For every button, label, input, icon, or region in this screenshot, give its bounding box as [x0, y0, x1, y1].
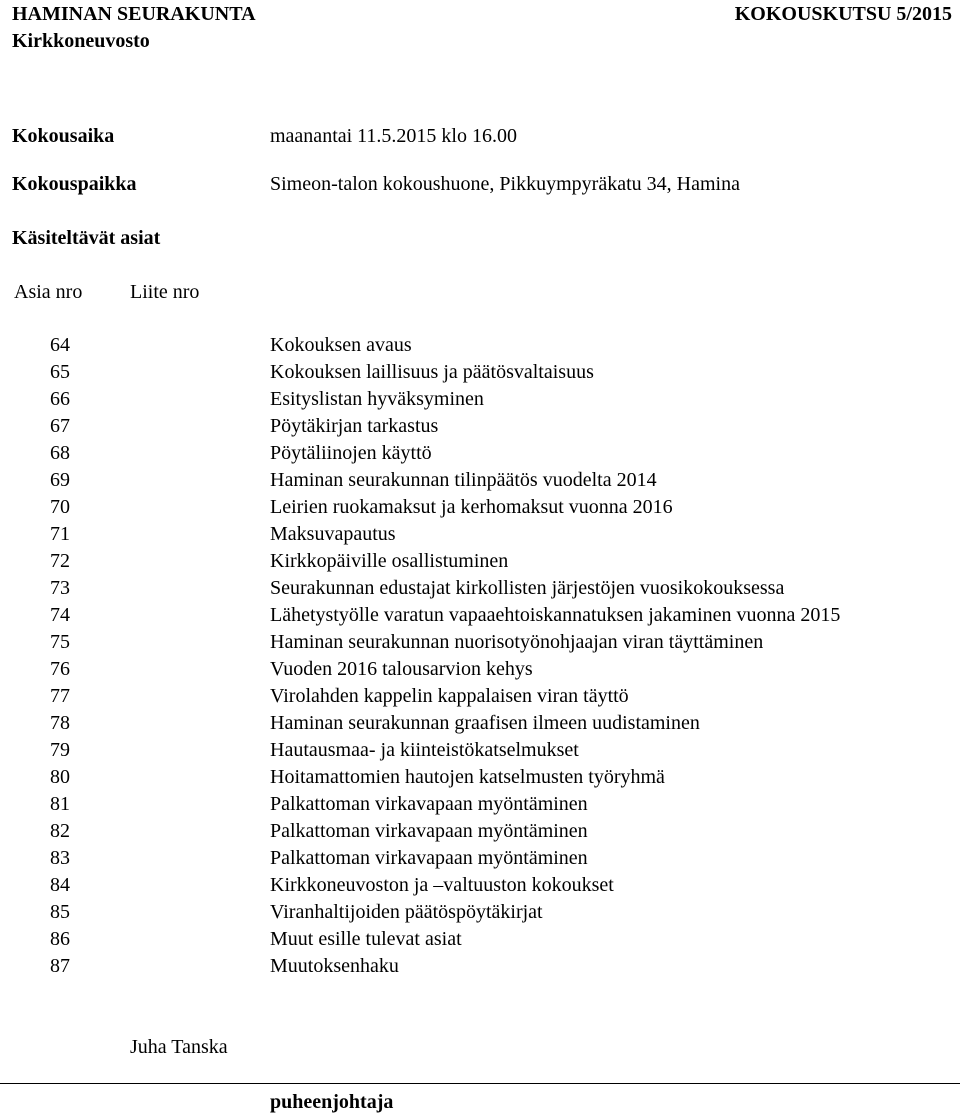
agenda-item-title: Kirkkopäiville osallistuminen	[270, 550, 509, 572]
agenda-item-title: Viranhaltijoiden päätöspöytäkirjat	[270, 901, 543, 923]
agenda-item-title: Pöytäkirjan tarkastus	[270, 415, 439, 437]
agenda-item-number: 84	[50, 874, 70, 896]
agenda-item-number: 83	[50, 847, 70, 869]
agenda-item	[0, 821, 960, 848]
document-title: KOKOUSKUTSU 5/2015	[734, 3, 952, 25]
agenda-item-title: Hautausmaa- ja kiinteistökatselmukset	[270, 739, 579, 761]
agenda-item	[0, 551, 960, 578]
agenda-item	[0, 605, 960, 632]
agenda-item	[0, 632, 960, 659]
agenda-item-number: 73	[50, 577, 70, 599]
agenda-item-number: 66	[50, 388, 70, 410]
agenda-item-title: Muutoksenhaku	[270, 955, 399, 977]
agenda-item-number: 75	[50, 631, 70, 653]
agenda-item-number: 82	[50, 820, 70, 842]
agenda-item	[0, 470, 960, 497]
agenda-item-title: Palkattoman virkavapaan myöntäminen	[270, 820, 588, 842]
agenda-item-number: 72	[50, 550, 70, 572]
agenda-item-title: Haminan seurakunnan graafisen ilmeen uudistaminen	[270, 712, 700, 734]
agenda-item-title: Muut esille tulevat asiat	[270, 928, 462, 950]
agenda-item	[0, 713, 960, 740]
agenda-item	[0, 362, 960, 389]
agenda-item	[0, 875, 960, 902]
agenda-item	[0, 389, 960, 416]
agenda-item-title: Esityslistan hyväksyminen	[270, 388, 484, 410]
agenda-item-title: Virolahden kappelin kappalaisen viran täyttö	[270, 685, 629, 707]
meeting-place-value: Simeon-talon kokoushuone, Pikkuympyräkatu 34, Hamina	[270, 173, 740, 195]
agenda-item	[0, 848, 960, 875]
agenda-item	[0, 497, 960, 524]
agenda-item-number: 67	[50, 415, 70, 437]
signature-line	[0, 1083, 960, 1084]
agenda-item-title: Leirien ruokamaksut ja kerhomaksut vuonna 2016	[270, 496, 673, 518]
agenda-item-number: 76	[50, 658, 70, 680]
agenda-item	[0, 740, 960, 767]
agenda-list	[0, 335, 960, 983]
agenda-item-number: 79	[50, 739, 70, 761]
meeting-time-label: Kokousaika	[12, 125, 115, 147]
agenda-item	[0, 416, 960, 443]
agenda-item	[0, 578, 960, 605]
agenda-item-number: 74	[50, 604, 70, 626]
agenda-item-number: 87	[50, 955, 70, 977]
agenda-item-title: Pöytäliinojen käyttö	[270, 442, 432, 464]
agenda-item-title: Hoitamattomien hautojen katselmusten työryhmä	[270, 766, 665, 788]
agenda-item-number: 71	[50, 523, 70, 545]
agenda-item-title: Palkattoman virkavapaan myöntäminen	[270, 793, 588, 815]
agenda-item-number: 86	[50, 928, 70, 950]
agenda-item	[0, 929, 960, 956]
agenda-item	[0, 686, 960, 713]
agenda-item-title: Seurakunnan edustajat kirkollisten järjestöjen vuosikokouksessa	[270, 577, 785, 599]
meeting-time-value: maanantai 11.5.2015 klo 16.00	[270, 125, 517, 147]
agenda-item	[0, 902, 960, 929]
agenda-item-number: 68	[50, 442, 70, 464]
governing-body: Kirkkoneuvosto	[12, 30, 150, 52]
agenda-item	[0, 956, 960, 983]
agenda-item-number: 85	[50, 901, 70, 923]
agenda-heading: Käsiteltävät asiat	[12, 227, 161, 249]
agenda-item-number: 64	[50, 334, 70, 356]
agenda-item-title: Kokouksen laillisuus ja päätösvaltaisuus	[270, 361, 594, 383]
agenda-item-number: 77	[50, 685, 70, 707]
agenda-item-number: 65	[50, 361, 70, 383]
agenda-item-title: Vuoden 2016 talousarvion kehys	[270, 658, 533, 680]
signer-name: Juha Tanska	[130, 1036, 228, 1058]
agenda-item-number: 80	[50, 766, 70, 788]
agenda-item-title: Haminan seurakunnan nuorisotyönohjaajan viran täyttäminen	[270, 631, 764, 653]
agenda-item-number: 81	[50, 793, 70, 815]
agenda-item	[0, 524, 960, 551]
agenda-item-title: Kokouksen avaus	[270, 334, 412, 356]
agenda-item-title: Lähetystyölle varatun vapaaehtoiskannatuksen jakaminen vuonna 2015	[270, 604, 841, 626]
agenda-item-title: Maksuvapautus	[270, 523, 396, 545]
agenda-item-number: 69	[50, 469, 70, 491]
agenda-item	[0, 659, 960, 686]
organization-name: HAMINAN SEURAKUNTA	[12, 3, 256, 25]
column-header-item-number: Asia nro	[14, 281, 83, 303]
column-header-attachment-number: Liite nro	[130, 281, 200, 303]
signer-title: puheenjohtaja	[270, 1091, 394, 1113]
agenda-item-title: Palkattoman virkavapaan myöntäminen	[270, 847, 588, 869]
agenda-item	[0, 767, 960, 794]
agenda-item-title: Kirkkoneuvoston ja –valtuuston kokoukset	[270, 874, 614, 896]
agenda-item	[0, 794, 960, 821]
agenda-item-number: 78	[50, 712, 70, 734]
agenda-item-title: Haminan seurakunnan tilinpäätös vuodelta 2014	[270, 469, 657, 491]
meeting-place-label: Kokouspaikka	[12, 173, 137, 195]
agenda-item-number: 70	[50, 496, 70, 518]
agenda-item	[0, 335, 960, 362]
agenda-item	[0, 443, 960, 470]
